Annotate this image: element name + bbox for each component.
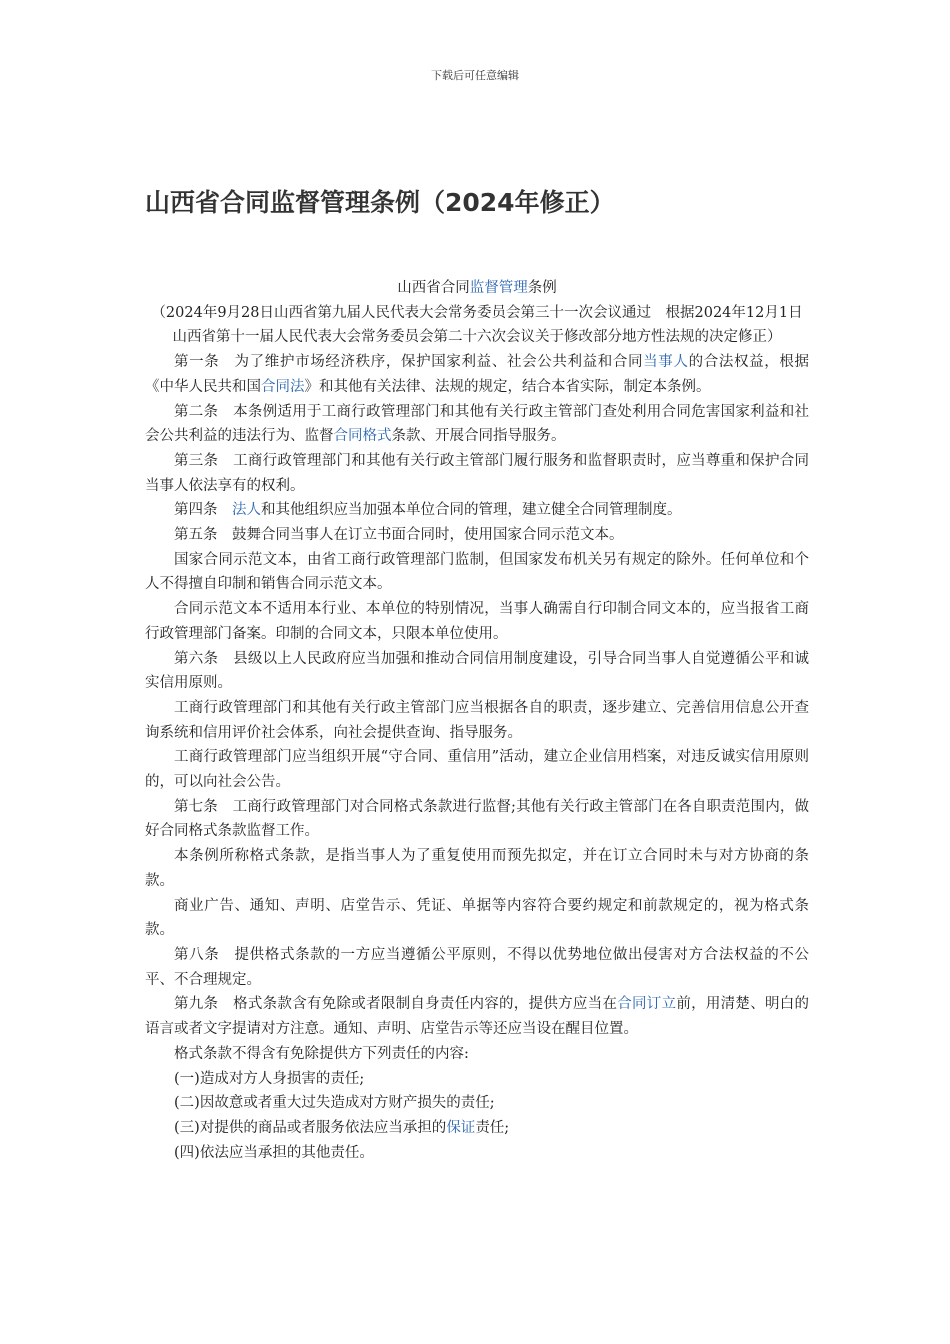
article-text: 格式条款含有免除或者限制自身责任内容的，提供方应当在 — [232, 996, 618, 1013]
article-text: 》和其他有关法律、法规的规定，结合本省实际，制定本条例。 — [304, 378, 711, 395]
list-item-3 — [145, 1116, 809, 1141]
subtitle — [145, 276, 809, 301]
article-label: 第八条 — [174, 946, 220, 963]
article-label: 第四条 — [174, 502, 218, 519]
article-label: 第一条 — [174, 354, 220, 371]
list-item-4: (四)依法应当承担的其他责任。 — [174, 1144, 374, 1161]
document-body — [145, 276, 809, 1165]
link-dangshiren[interactable]: 当事人 — [643, 354, 689, 371]
article-text: 和其他组织应当加强本单位合同的管理，建立健全合同管理制度。 — [261, 502, 682, 519]
article-label: 第六条 — [174, 650, 219, 667]
article-text: 的合法权益，根据《中华人民共和国 — [145, 354, 810, 395]
article-text: 鼓舞合同当事人在订立书面合同时，使用国家合同示范文本。 — [232, 527, 624, 544]
subtitle-text-end: 条例 — [527, 280, 557, 296]
link-hetong-dingli[interactable]: 合同订立 — [617, 996, 677, 1013]
article-label: 第五条 — [174, 527, 218, 544]
list-item-text: 责任; — [475, 1119, 510, 1136]
article-4 — [145, 498, 809, 523]
article-text: 为了维护市场经济秩序，保护国家利益、社会公共利益和合同 — [233, 354, 644, 371]
article-label: 第三条 — [174, 452, 219, 469]
list-item-text: (三)对提供的商品或者服务依法应当承担的 — [174, 1119, 447, 1136]
article-9 — [145, 992, 809, 1041]
article-8 — [145, 943, 809, 992]
article-text: 条款、开展合同指导服务。 — [391, 428, 566, 445]
article-text: 工商行政管理部门和其他有关行政主管部门履行服务和监督职责时，应当尊重和保护合同当事人依法享有的权利。 — [145, 452, 810, 494]
list-item-1: (一)造成对方人身损害的责任; — [174, 1070, 365, 1087]
link-jiandu-guanli[interactable]: 监督管理 — [469, 280, 528, 296]
link-hetongfa[interactable]: 合同法 — [261, 378, 305, 395]
subtitle-text: 山西省合同 — [397, 280, 470, 296]
article-2 — [145, 400, 809, 449]
article-3 — [145, 449, 809, 498]
list-item-2: (二)因故意或者重大过失造成对方财产损失的责任; — [174, 1095, 495, 1112]
article-9-para-2: 格式条款不得含有免除提供方下列责任的内容: — [174, 1045, 469, 1062]
article-text: 本条例适用于工商行政管理部门和其他有关行政主管部门查处利用合同危害国家利益和社会公共利益的违法行为、监督 — [145, 403, 810, 445]
article-7-para-3: 商业广告、通知、声明、店堂告示、凭证、单据等内容符合要约规定和前款规定的，视为格式条款。 — [145, 897, 809, 939]
article-6-para-3: 工商行政管理部门应当组织开展“守合同、重信用”活动，建立企业信用档案，对违反诚实信用原则的，可以向社会公告。 — [145, 749, 809, 791]
article-5 — [145, 523, 809, 548]
article-5-para-3: 合同示范文本不适用本行业、本单位的特别情况，当事人确需自行印制合同文本的，应当报省工商行政管理部门备案。印制的合同文本，只限本单位使用。 — [145, 601, 809, 642]
article-label: 第九条 — [174, 996, 219, 1013]
link-faren[interactable]: 法人 — [232, 502, 261, 519]
article-label: 第二条 — [174, 403, 219, 420]
article-7 — [145, 795, 809, 844]
link-hetong-geshi[interactable]: 合同格式 — [333, 428, 392, 445]
article-1 — [145, 350, 809, 399]
article-text: 前，用清楚、明白的语言或者文字提请对方注意。通知、声明、店堂告示等还应当设在醒目位置。 — [145, 996, 810, 1038]
article-label: 第七条 — [174, 798, 218, 815]
article-6 — [145, 647, 809, 696]
article-text: 县级以上人民政府应当加强和推动合同信用制度建设，引导合同当事人自觉遵循公平和诚实信用原则。 — [145, 650, 810, 692]
link-baozheng[interactable]: 保证 — [446, 1119, 476, 1136]
article-text: 提供格式条款的一方应当遵循公平原则，不得以优势地位做出侵害对方合法权益的不公平、不合理规定。 — [145, 946, 810, 988]
article-5-para-2: 国家合同示范文本，由省工商行政管理部门监制，但国家发布机关另有规定的除外。任何单位和个人不得擅自印制和销售合同示范文本。 — [145, 551, 809, 593]
page-header: 下载后可任意编辑 — [431, 69, 519, 82]
article-7-para-2: 本条例所称格式条款，是指当事人为了重复使用而预先拟定，并在订立合同时未与对方协商的条款。 — [145, 848, 809, 889]
document-title: 山西省合同监督管理条例（2024年修正） — [145, 188, 615, 217]
article-6-para-2: 工商行政管理部门和其他有关行政主管部门应当根据各自的职责，逐步建立、完善信用信息公开查询系统和信用评价社会体系，向社会提供查询、指导服务。 — [145, 699, 809, 741]
article-text: 工商行政管理部门对合同格式条款进行监督;其他有关行政主管部门在各自职责范围内，做好合同格式条款监督工作。 — [145, 798, 809, 840]
source-note: （2024年9月28日山西省第九届人民代表大会常务委员会第三十一次会议通过 根据2024年12月1日山西省第十一届人民代表大会常务委员会第二十六次会议关于修改部分地方性法规的决定修正） — [151, 304, 803, 346]
